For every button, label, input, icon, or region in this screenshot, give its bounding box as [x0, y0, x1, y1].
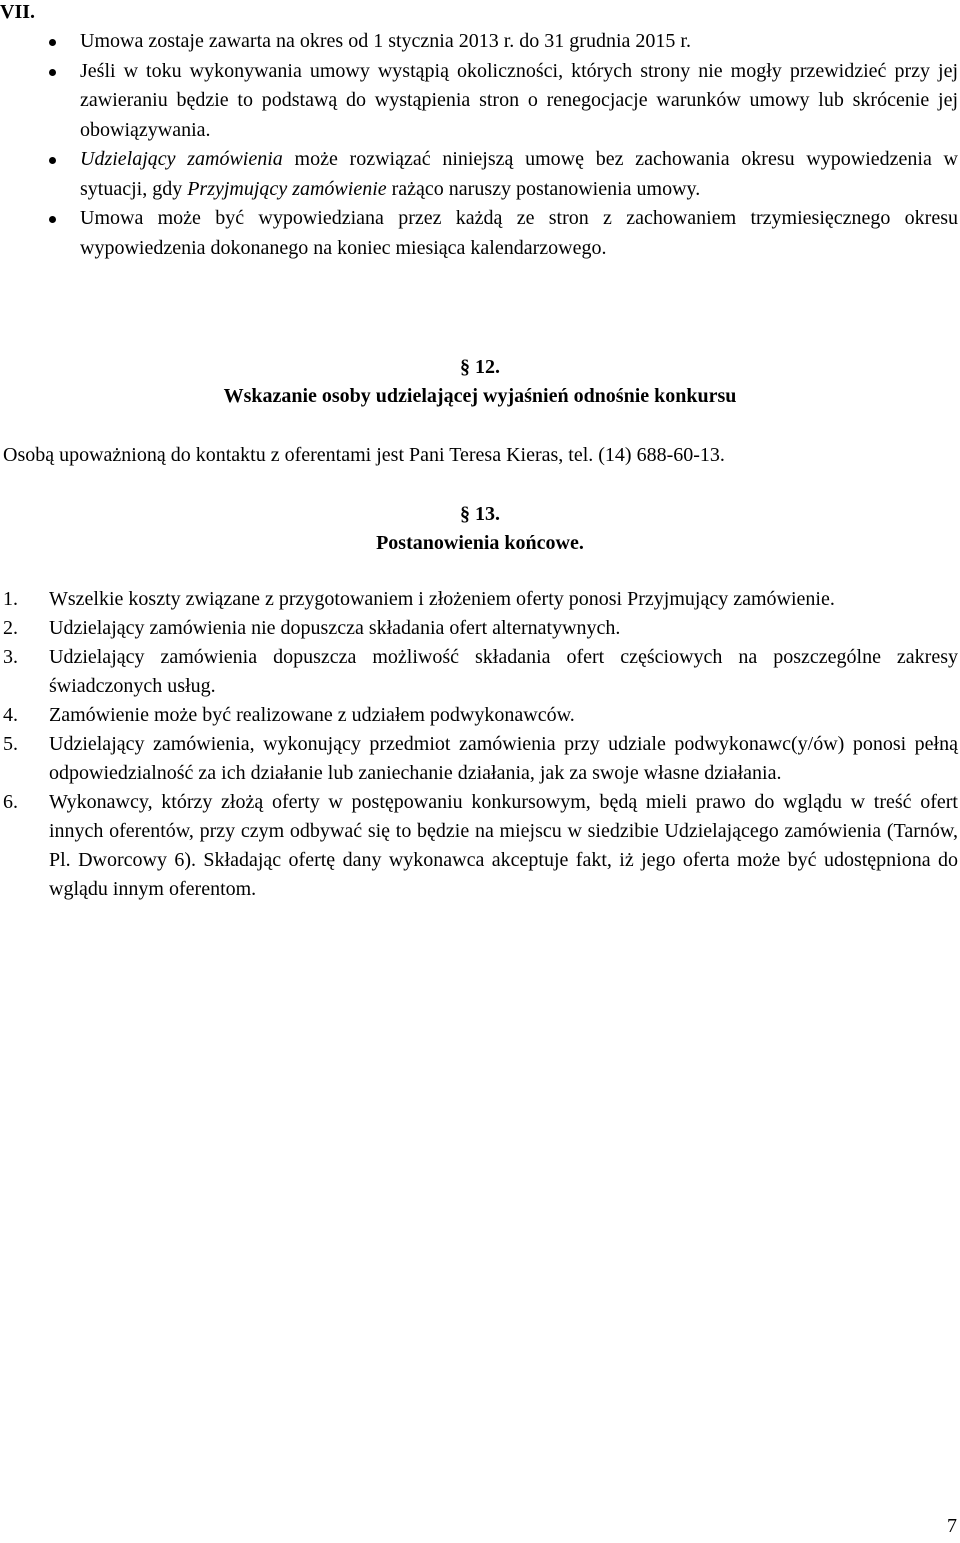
section-mark: VII.	[0, 1, 36, 23]
final-item-text: Zamówienie może być realizowane z udziałem podwykonawców.	[49, 704, 575, 726]
final-item-text: Wszelkie koszty związane z przygotowaniem i złożeniem oferty ponosi Przyjmujący zamówienie.	[49, 588, 835, 610]
bullet-dot-icon	[49, 216, 56, 223]
final-provisions-list	[0, 585, 960, 904]
final-item-number: 3.	[3, 646, 18, 668]
final-item	[0, 585, 960, 614]
section-13-title: Postanowienia końcowe.	[376, 532, 584, 554]
final-item-text: Udzielający zamówienia dopuszcza możliwość składania ofert częściowych na poszczególne zakresy świadczonych usług.	[49, 646, 958, 697]
bullet-item	[0, 57, 960, 146]
bullet-text-segment: może rozwiązać niniejszą umowę bez zachowania okresu wypowiedzenia w sytuacji, gdy	[80, 148, 958, 200]
section-12-heading	[0, 353, 960, 411]
final-item	[0, 730, 960, 788]
section-12-number: § 12.	[460, 356, 500, 378]
bullet-item	[0, 145, 960, 204]
final-item	[0, 614, 960, 643]
final-item	[0, 788, 960, 904]
party-name-ordering: Udzielający zamówienia	[80, 148, 283, 170]
bullet-dot-icon	[49, 69, 56, 76]
bullet-item	[0, 204, 960, 263]
bullet-text: Jeśli w toku wykonywania umowy wystąpią okoliczności, których strony nie mogły przewidzieć przy jej zawieraniu będzie to podstawą do wystąpienia stron o renegocjacje warunków umowy lub skrócenie jej obowiązywania.	[80, 59, 958, 141]
bullet-dot-icon	[49, 39, 56, 46]
terms-bullet-list	[0, 27, 960, 263]
party-name-accepting: Przyjmujący zamówienie	[187, 177, 387, 200]
final-item-number: 2.	[3, 617, 18, 639]
final-item	[0, 643, 960, 701]
bullet-dot-icon	[49, 157, 56, 164]
section-13-heading	[0, 500, 960, 558]
bullet-text-segment: rażąco naruszy postanowienia umowy.	[386, 177, 701, 200]
bullet-text	[80, 145, 958, 204]
final-item-text: Wykonawcy, którzy złożą oferty w postępowaniu konkursowym, będą mieli prawo do wglądu w treść ofert innych oferentów, przy czym odbywać się to będzie na miejscu w siedzibie Udzielającego zamówienia (Tarnów, Pl. Dworcowy 6). Składając ofertę dany wykonawca akceptuje fakt, iż jego oferta może być udostępniona do wglądu innym oferentom.	[49, 791, 958, 900]
final-item-number: 1.	[3, 588, 18, 610]
bullet-text: Umowa może być wypowiedziana przez każdą ze stron z zachowaniem trzymiesięcznego okresu wypowiedzenia dokonanego na koniec miesiąca kalendarzowego.	[80, 207, 958, 259]
contact-person-text: Osobą upoważnioną do kontaktu z oferentami jest Pani Teresa Kieras, tel. (14) 688-60-13.	[3, 444, 725, 466]
section-13-number: § 13.	[460, 503, 500, 525]
final-item-text: Udzielający zamówienia, wykonujący przedmiot zamówienia przy udziale podwykonawc(y/ów) ponosi pełną odpowiedzialność za ich działanie lub zaniechanie działania, jak za swoje własne działania.	[49, 733, 958, 784]
final-item-number: 6.	[3, 791, 18, 813]
final-item-number: 4.	[3, 704, 18, 726]
section-12-title: Wskazanie osoby udzielającej wyjaśnień odnośnie konkursu	[223, 385, 737, 407]
bullet-text: Umowa zostaje zawarta na okres od 1 stycznia 2013 r. do 31 grudnia 2015 r.	[80, 30, 691, 52]
final-item-text: Udzielający zamówienia nie dopuszcza składania ofert alternatywnych.	[49, 617, 621, 639]
final-item	[0, 701, 960, 730]
bullet-item	[0, 27, 960, 57]
page-number: 7	[947, 1515, 957, 1537]
final-item-number: 5.	[3, 733, 18, 755]
